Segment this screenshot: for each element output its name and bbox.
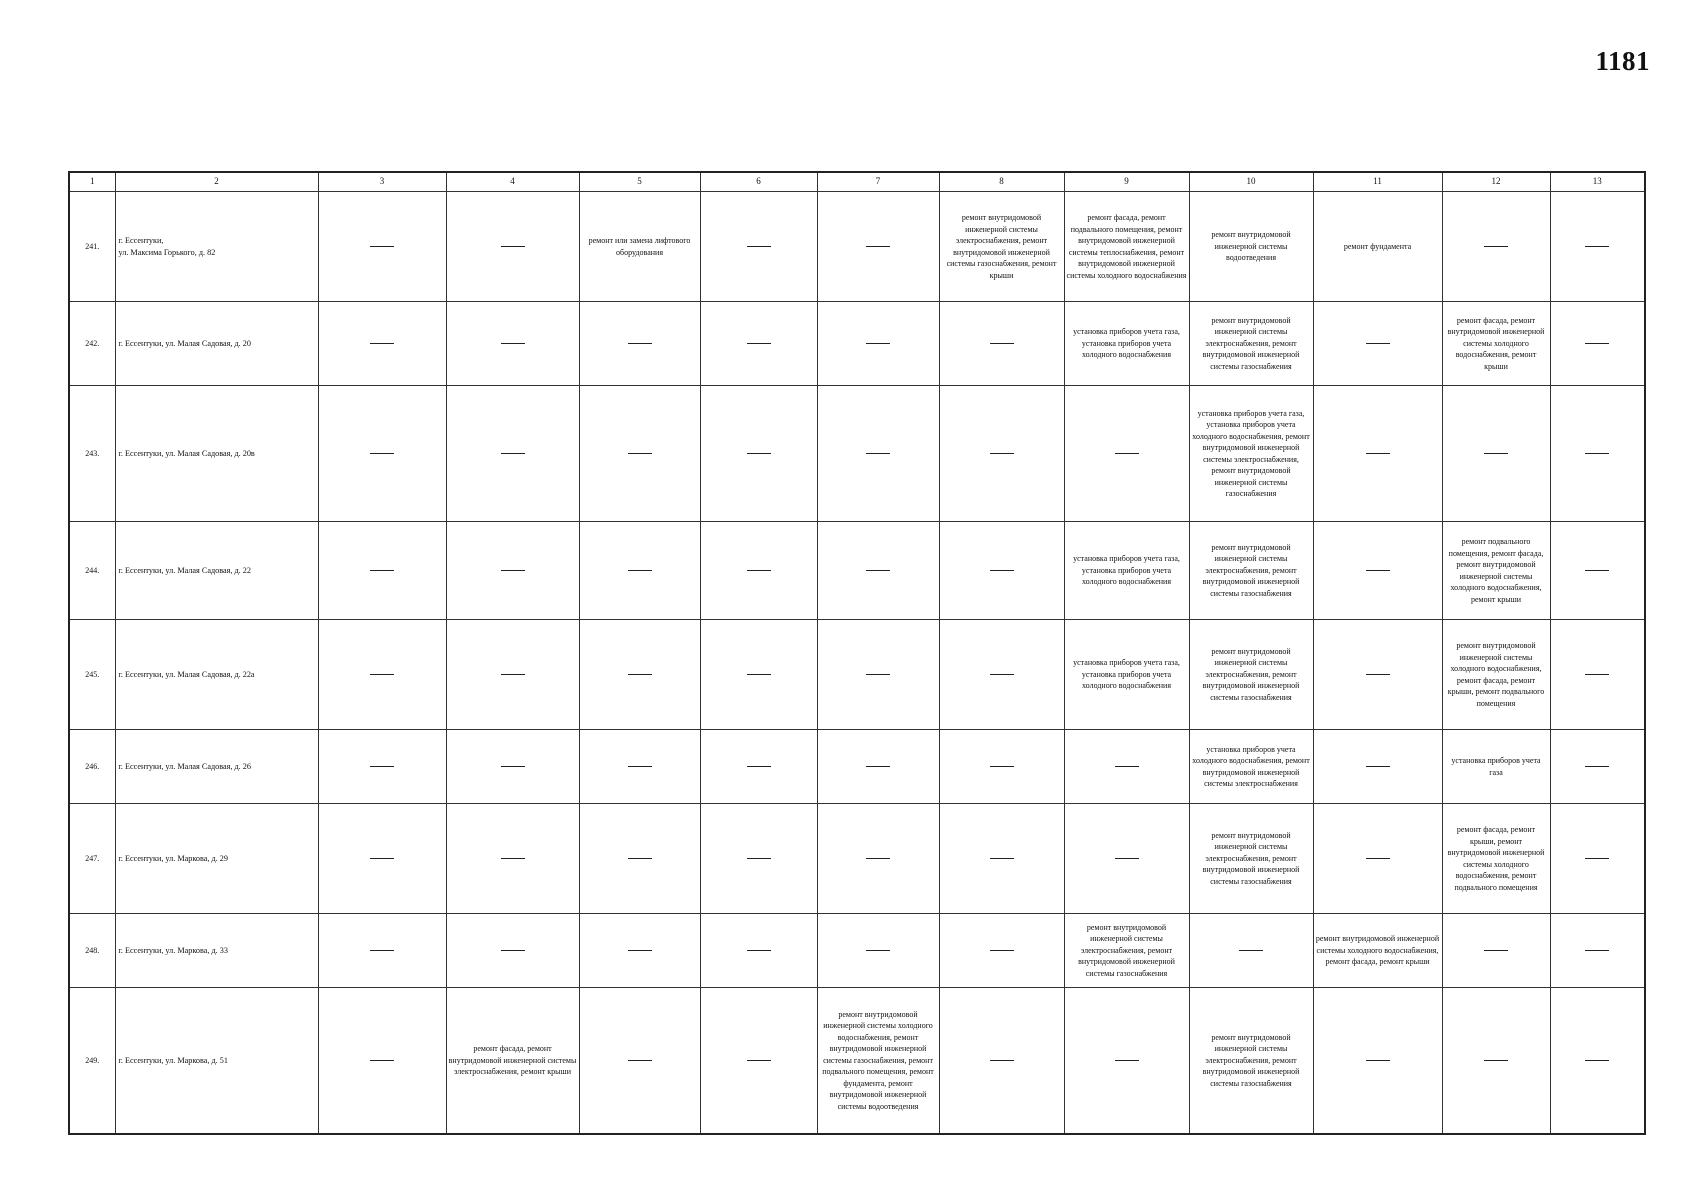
dash-mark bbox=[370, 950, 394, 951]
cell-text: г. Ессентуки, ул. Малая Садовая, д. 26 bbox=[118, 761, 251, 771]
dash-mark bbox=[501, 950, 525, 951]
dash-mark bbox=[501, 674, 525, 675]
cell-text: 244. bbox=[85, 565, 100, 575]
empty-cell bbox=[700, 192, 817, 302]
row-number bbox=[69, 988, 115, 1134]
cell-text: ремонт фасада, ремонт внутридомовой инженерной системы холодного водоснабжения, ремонт крыши bbox=[1447, 315, 1545, 371]
empty-cell bbox=[1313, 522, 1442, 620]
row-number bbox=[69, 804, 115, 914]
empty-cell bbox=[700, 988, 817, 1134]
column-number-row bbox=[69, 172, 1645, 192]
dash-mark bbox=[501, 453, 525, 454]
repair-work-cell bbox=[1189, 730, 1313, 804]
empty-cell bbox=[446, 804, 579, 914]
address-cell bbox=[115, 192, 318, 302]
empty-cell bbox=[1550, 302, 1645, 386]
dash-mark bbox=[866, 570, 890, 571]
empty-cell bbox=[817, 730, 939, 804]
cell-text: г. Ессентуки, ул. Малая Садовая, д. 22а bbox=[118, 669, 255, 679]
column-header: 7 bbox=[817, 172, 939, 192]
dash-mark bbox=[747, 674, 771, 675]
dash-mark bbox=[1484, 950, 1508, 951]
column-header: 1 bbox=[69, 172, 115, 192]
address-cell bbox=[115, 386, 318, 522]
table-row bbox=[69, 302, 1645, 386]
empty-cell bbox=[579, 804, 700, 914]
repair-work-cell bbox=[1064, 302, 1189, 386]
empty-cell bbox=[579, 914, 700, 988]
empty-cell bbox=[1442, 914, 1550, 988]
dash-mark bbox=[628, 858, 652, 859]
empty-cell bbox=[817, 804, 939, 914]
dash-mark bbox=[990, 453, 1014, 454]
empty-cell bbox=[446, 914, 579, 988]
empty-cell bbox=[1313, 730, 1442, 804]
cell-text: ремонт внутридомовой инженерной системы электроснабжения, ремонт внутридомовой инженерной системы газоснабжения bbox=[1202, 646, 1300, 702]
repair-work-cell bbox=[1189, 804, 1313, 914]
dash-mark bbox=[1366, 674, 1390, 675]
repair-work-cell bbox=[1064, 192, 1189, 302]
dash-mark bbox=[1115, 1060, 1139, 1061]
cell-text: ремонт внутридомовой инженерной системы водоотведения bbox=[1211, 230, 1291, 263]
row-number bbox=[69, 386, 115, 522]
empty-cell bbox=[318, 730, 446, 804]
dash-mark bbox=[628, 1060, 652, 1061]
empty-cell bbox=[1313, 386, 1442, 522]
empty-cell bbox=[1550, 386, 1645, 522]
address-cell bbox=[115, 620, 318, 730]
empty-cell bbox=[318, 914, 446, 988]
dash-mark bbox=[1585, 674, 1609, 675]
cell-text: ремонт внутридомовой инженерной системы холодного водоснабжения, ремонт фасада, ремонт крыши, ремонт подвального помещения bbox=[1447, 641, 1545, 708]
empty-cell bbox=[579, 522, 700, 620]
address-cell bbox=[115, 804, 318, 914]
empty-cell bbox=[939, 522, 1064, 620]
dash-mark bbox=[1585, 246, 1609, 247]
empty-cell bbox=[1064, 386, 1189, 522]
dash-mark bbox=[1115, 858, 1139, 859]
dash-mark bbox=[866, 858, 890, 859]
cell-text: установка приборов учета газа, установка приборов учета холодного водоснабжения bbox=[1073, 327, 1180, 360]
column-header: 5 bbox=[579, 172, 700, 192]
column-header: 10 bbox=[1189, 172, 1313, 192]
row-number bbox=[69, 522, 115, 620]
cell-text: г. Ессентуки, ул. Малая Садовая, д. 20в bbox=[118, 448, 255, 458]
dash-mark bbox=[628, 570, 652, 571]
cell-text: г. Ессентуки, ул. Малая Садовая, д. 20 bbox=[118, 338, 251, 348]
table-row bbox=[69, 620, 1645, 730]
empty-cell bbox=[579, 730, 700, 804]
table-row bbox=[69, 914, 1645, 988]
repair-work-cell bbox=[1189, 302, 1313, 386]
dash-mark bbox=[747, 343, 771, 344]
cell-text: ремонт внутридомовой инженерной системы электроснабжения, ремонт внутридомовой инженерной системы газоснабжения, ремонт крыши bbox=[946, 213, 1057, 280]
empty-cell bbox=[579, 302, 700, 386]
dash-mark bbox=[1366, 858, 1390, 859]
dash-mark bbox=[370, 570, 394, 571]
empty-cell bbox=[446, 192, 579, 302]
repair-work-cell bbox=[1189, 620, 1313, 730]
cell-text: установка приборов учета газа, установка приборов учета холодного водоснабжения bbox=[1073, 658, 1180, 691]
repair-work-cell bbox=[1442, 730, 1550, 804]
empty-cell bbox=[1442, 386, 1550, 522]
dash-mark bbox=[747, 570, 771, 571]
column-header: 11 bbox=[1313, 172, 1442, 192]
empty-cell bbox=[939, 620, 1064, 730]
cell-text: ремонт фасада, ремонт крыши, ремонт внутридомовой инженерной системы холодного водоснабжения, ремонт подвального помещения bbox=[1447, 825, 1545, 892]
table-row bbox=[69, 522, 1645, 620]
column-header: 8 bbox=[939, 172, 1064, 192]
dash-mark bbox=[1585, 570, 1609, 571]
dash-mark bbox=[1366, 453, 1390, 454]
empty-cell bbox=[700, 302, 817, 386]
empty-cell bbox=[700, 914, 817, 988]
cell-text: установка приборов учета газа, установка приборов учета холодного водоснабжения, ремонт внутридомовой инженерной системы электроснабжения, ремонт внутридомовой инженерной системы газоснабжения bbox=[1192, 408, 1310, 498]
empty-cell bbox=[817, 522, 939, 620]
row-number bbox=[69, 730, 115, 804]
cell-text: г. Ессентуки, ул. Малая Садовая, д. 22 bbox=[118, 565, 251, 575]
repair-schedule-table bbox=[68, 171, 1646, 1135]
dash-mark bbox=[370, 453, 394, 454]
dash-mark bbox=[501, 246, 525, 247]
empty-cell bbox=[579, 386, 700, 522]
column-header: 6 bbox=[700, 172, 817, 192]
repair-work-cell bbox=[1064, 620, 1189, 730]
repair-work-cell bbox=[817, 988, 939, 1134]
dash-mark bbox=[501, 858, 525, 859]
empty-cell bbox=[939, 302, 1064, 386]
dash-mark bbox=[1585, 766, 1609, 767]
cell-text: ремонт внутридомовой инженерной системы электроснабжения, ремонт внутридомовой инженерной системы газоснабжения bbox=[1078, 922, 1175, 978]
dash-mark bbox=[370, 674, 394, 675]
cell-text: 245. bbox=[85, 669, 100, 679]
dash-mark bbox=[866, 674, 890, 675]
empty-cell bbox=[817, 386, 939, 522]
dash-mark bbox=[1585, 343, 1609, 344]
row-number bbox=[69, 620, 115, 730]
table-row bbox=[69, 730, 1645, 804]
dash-mark bbox=[990, 674, 1014, 675]
empty-cell bbox=[1189, 914, 1313, 988]
cell-text: ремонт внутридомовой инженерной системы электроснабжения, ремонт внутридомовой инженерной системы газоснабжения bbox=[1202, 315, 1300, 371]
empty-cell bbox=[939, 730, 1064, 804]
cell-text: 243. bbox=[85, 448, 100, 458]
empty-cell bbox=[1550, 914, 1645, 988]
column-header: 12 bbox=[1442, 172, 1550, 192]
dash-mark bbox=[1366, 343, 1390, 344]
empty-cell bbox=[318, 386, 446, 522]
dash-mark bbox=[990, 858, 1014, 859]
empty-cell bbox=[1313, 302, 1442, 386]
dash-mark bbox=[370, 343, 394, 344]
dash-mark bbox=[747, 1060, 771, 1061]
address-cell bbox=[115, 914, 318, 988]
cell-text: ремонт внутридомовой инженерной системы холодного водоснабжения, ремонт внутридомовой инженерной системы газоснабжения, ремонт подвального помещения, ремонт фундамента, ремонт внутридомовой инженерной системы водоотведения bbox=[822, 1009, 934, 1111]
empty-cell bbox=[446, 386, 579, 522]
empty-cell bbox=[700, 620, 817, 730]
dash-mark bbox=[990, 766, 1014, 767]
empty-cell bbox=[817, 620, 939, 730]
row-number bbox=[69, 192, 115, 302]
table-row bbox=[69, 804, 1645, 914]
repair-work-cell bbox=[1189, 988, 1313, 1134]
empty-cell bbox=[817, 192, 939, 302]
empty-cell bbox=[1550, 620, 1645, 730]
empty-cell bbox=[446, 730, 579, 804]
dash-mark bbox=[628, 453, 652, 454]
cell-text: ремонт фасада, ремонт подвального помещения, ремонт внутридомовой инженерной системы теплоснабжения, ремонт внутридомовой инженерной системы холодного водоснабжения bbox=[1066, 213, 1187, 280]
column-header: 3 bbox=[318, 172, 446, 192]
dash-mark bbox=[628, 950, 652, 951]
empty-cell bbox=[318, 620, 446, 730]
repair-work-cell bbox=[1442, 302, 1550, 386]
dash-mark bbox=[990, 950, 1014, 951]
cell-text: ремонт внутридомовой инженерной системы электроснабжения, ремонт внутридомовой инженерной системы газоснабжения bbox=[1202, 830, 1300, 886]
dash-mark bbox=[1484, 1060, 1508, 1061]
repair-work-cell bbox=[1313, 914, 1442, 988]
repair-work-cell bbox=[939, 192, 1064, 302]
empty-cell bbox=[939, 804, 1064, 914]
repair-work-cell bbox=[446, 988, 579, 1134]
cell-text: г. Ессентуки, ул. Максима Горького, д. 82 bbox=[118, 236, 216, 257]
table-row bbox=[69, 988, 1645, 1134]
empty-cell bbox=[817, 302, 939, 386]
dash-mark bbox=[1366, 1060, 1390, 1061]
dash-mark bbox=[370, 858, 394, 859]
empty-cell bbox=[579, 988, 700, 1134]
empty-cell bbox=[446, 620, 579, 730]
dash-mark bbox=[1484, 246, 1508, 247]
cell-text: 247. bbox=[85, 853, 100, 863]
empty-cell bbox=[700, 386, 817, 522]
empty-cell bbox=[939, 914, 1064, 988]
empty-cell bbox=[1064, 730, 1189, 804]
empty-cell bbox=[1442, 192, 1550, 302]
repair-work-cell bbox=[1189, 386, 1313, 522]
dash-mark bbox=[747, 950, 771, 951]
address-cell bbox=[115, 302, 318, 386]
empty-cell bbox=[579, 620, 700, 730]
dash-mark bbox=[747, 453, 771, 454]
cell-text: г. Ессентуки, ул. Маркова, д. 29 bbox=[118, 853, 228, 863]
repair-work-cell bbox=[1064, 914, 1189, 988]
empty-cell bbox=[318, 302, 446, 386]
cell-text: 246. bbox=[85, 761, 100, 771]
empty-cell bbox=[939, 988, 1064, 1134]
table-row bbox=[69, 386, 1645, 522]
dash-mark bbox=[501, 766, 525, 767]
dash-mark bbox=[370, 1060, 394, 1061]
empty-cell bbox=[318, 192, 446, 302]
column-header: 9 bbox=[1064, 172, 1189, 192]
empty-cell bbox=[700, 730, 817, 804]
address-cell bbox=[115, 730, 318, 804]
cell-text: ремонт подвального помещения, ремонт фасада, ремонт внутридомовой инженерной системы холодного водоснабжения, ремонт крыши bbox=[1448, 537, 1544, 604]
cell-text: ремонт внутридомовой инженерной системы электроснабжения, ремонт внутридомовой инженерной системы газоснабжения bbox=[1202, 542, 1300, 598]
empty-cell bbox=[700, 522, 817, 620]
dash-mark bbox=[866, 950, 890, 951]
row-number bbox=[69, 302, 115, 386]
empty-cell bbox=[700, 804, 817, 914]
empty-cell bbox=[318, 804, 446, 914]
dash-mark bbox=[1366, 570, 1390, 571]
address-cell bbox=[115, 988, 318, 1134]
column-header: 2 bbox=[115, 172, 318, 192]
cell-text: г. Ессентуки, ул. Маркова, д. 33 bbox=[118, 945, 228, 955]
dash-mark bbox=[747, 766, 771, 767]
dash-mark bbox=[1585, 453, 1609, 454]
dash-mark bbox=[1585, 1060, 1609, 1061]
dash-mark bbox=[1585, 950, 1609, 951]
dash-mark bbox=[501, 570, 525, 571]
empty-cell bbox=[446, 522, 579, 620]
repair-work-cell bbox=[579, 192, 700, 302]
empty-cell bbox=[939, 386, 1064, 522]
empty-cell bbox=[1550, 192, 1645, 302]
dash-mark bbox=[990, 343, 1014, 344]
dash-mark bbox=[866, 766, 890, 767]
row-number bbox=[69, 914, 115, 988]
cell-text: ремонт внутридомовой инженерной системы холодного водоснабжения, ремонт фасада, ремонт крыши bbox=[1315, 934, 1440, 967]
dash-mark bbox=[1115, 453, 1139, 454]
empty-cell bbox=[1550, 730, 1645, 804]
dash-mark bbox=[628, 343, 652, 344]
dash-mark bbox=[866, 453, 890, 454]
cell-text: 241. bbox=[85, 241, 100, 251]
repair-work-cell bbox=[1064, 522, 1189, 620]
empty-cell bbox=[1550, 522, 1645, 620]
address-cell bbox=[115, 522, 318, 620]
dash-mark bbox=[866, 246, 890, 247]
repair-work-cell bbox=[1189, 522, 1313, 620]
page-number: 1181 bbox=[1595, 46, 1650, 76]
cell-text: ремонт фасада, ремонт внутридомовой инженерной системы электроснабжения, ремонт крыши bbox=[448, 1044, 577, 1076]
column-header: 4 bbox=[446, 172, 579, 192]
empty-cell bbox=[318, 522, 446, 620]
dash-mark bbox=[990, 1060, 1014, 1061]
cell-text: ремонт или замена лифтового оборудования bbox=[588, 236, 691, 257]
repair-work-cell bbox=[1442, 804, 1550, 914]
table-row bbox=[69, 192, 1645, 302]
dash-mark bbox=[628, 766, 652, 767]
dash-mark bbox=[990, 570, 1014, 571]
empty-cell bbox=[1313, 620, 1442, 730]
empty-cell bbox=[1064, 804, 1189, 914]
empty-cell bbox=[1064, 988, 1189, 1134]
empty-cell bbox=[318, 988, 446, 1134]
empty-cell bbox=[1313, 804, 1442, 914]
cell-text: 248. bbox=[85, 945, 100, 955]
dash-mark bbox=[747, 246, 771, 247]
dash-mark bbox=[866, 343, 890, 344]
repair-work-cell bbox=[1313, 192, 1442, 302]
dash-mark bbox=[370, 766, 394, 767]
repair-work-cell bbox=[1442, 522, 1550, 620]
empty-cell bbox=[1313, 988, 1442, 1134]
dash-mark bbox=[370, 246, 394, 247]
dash-mark bbox=[1366, 766, 1390, 767]
cell-text: г. Ессентуки, ул. Маркова, д. 51 bbox=[118, 1055, 228, 1065]
cell-text: 249. bbox=[85, 1055, 100, 1065]
cell-text: ремонт внутридомовой инженерной системы электроснабжения, ремонт внутридомовой инженерной системы газоснабжения bbox=[1202, 1032, 1300, 1088]
cell-text: установка приборов учета газа bbox=[1451, 756, 1541, 777]
dash-mark bbox=[1585, 858, 1609, 859]
dash-mark bbox=[501, 343, 525, 344]
dash-mark bbox=[1484, 453, 1508, 454]
cell-text: установка приборов учета холодного водоснабжения, ремонт внутридомовой инженерной системы электроснабжения bbox=[1192, 744, 1310, 788]
dash-mark bbox=[628, 674, 652, 675]
empty-cell bbox=[446, 302, 579, 386]
cell-text: ремонт фундамента bbox=[1343, 241, 1412, 251]
cell-text: установка приборов учета газа, установка приборов учета холодного водоснабжения bbox=[1073, 554, 1180, 587]
empty-cell bbox=[1550, 804, 1645, 914]
empty-cell bbox=[1442, 988, 1550, 1134]
cell-text: 242. bbox=[85, 338, 100, 348]
dash-mark bbox=[1239, 950, 1263, 951]
column-header: 13 bbox=[1550, 172, 1645, 192]
empty-cell bbox=[1550, 988, 1645, 1134]
empty-cell bbox=[817, 914, 939, 988]
dash-mark bbox=[747, 858, 771, 859]
dash-mark bbox=[1115, 766, 1139, 767]
repair-work-cell bbox=[1442, 620, 1550, 730]
repair-work-cell bbox=[1189, 192, 1313, 302]
